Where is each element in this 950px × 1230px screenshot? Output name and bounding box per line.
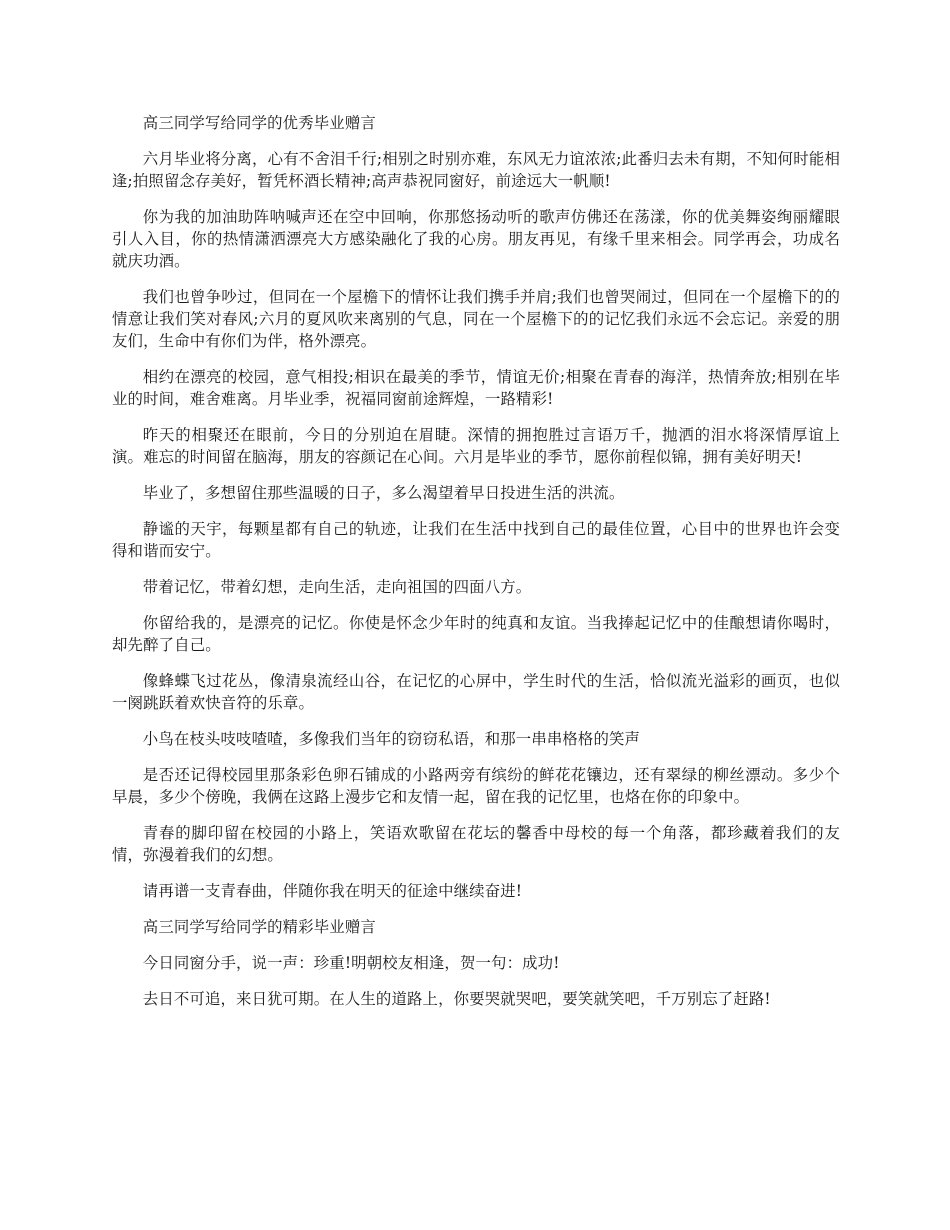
body-paragraph: 小鸟在枝头吱吱喳喳，多像我们当年的窃窃私语，和那一串串格格的笑声 <box>142 730 641 748</box>
body-paragraph: 我们也曾争吵过，但同在一个屋檐下的情怀让我们携手并肩;我们也曾哭闹过，但同在一个屋檐下的的情意让我们笑对春风;六月的夏风吹来离别的气息，同在一个屋檐下的的记忆我们永远不会忘记。亲爱的朋友们，生命中有你们为伴，格外漂亮。 <box>112 288 840 350</box>
body-paragraph: 你为我的加油助阵呐喊声还在空中回响，你那悠扬动听的歌声仿佛还在荡漾，你的优美舞姿绚丽耀眼引人入目，你的热情潇洒漂亮大方感染融化了我的心房。朋友再见，有缘千里来相会。同学再会，功成名就庆功酒。 <box>112 208 840 270</box>
body-paragraph: 毕业了，多想留住那些温暖的日子，多么渴望着早日投进生活的洪流。 <box>142 484 625 502</box>
body-paragraph: 今日同窗分手，说一声：珍重!明朝校友相逢，贺一句：成功! <box>142 954 560 972</box>
body-paragraph: 带着记忆，带着幻想，走向生活，走向祖国的四面八方。 <box>142 578 532 596</box>
body-paragraph: 是否还记得校园里那条彩色卵石铺成的小路两旁有缤纷的鲜花花镶边，还有翠绿的柳丝漂动。多少个早晨，多少个傍晚，我俩在这路上漫步它和友情一起，留在我的记忆里，也烙在你的印象中。 <box>112 766 840 806</box>
body-paragraph: 请再谱一支青春曲，伴随你我在明天的征途中继续奋进! <box>142 882 523 900</box>
body-paragraph: 相约在漂亮的校园，意气相投;相识在最美的季节，情谊无价;相聚在青春的海洋，热情奔放;相别在毕业的时间，难舍难离。月毕业季，祝福同窗前途辉煌，一路精彩! <box>112 368 840 408</box>
body-paragraph: 青春的脚印留在校园的小路上，笑语欢歌留在花坛的馨香中母校的每一个角落，都珍藏着我们的友情，弥漫着我们的幻想。 <box>112 824 840 864</box>
body-paragraph: 你留给我的，是漂亮的记忆。你使是怀念少年时的纯真和友谊。当我捧起记忆中的佳酿想请你喝时，却先醉了自己。 <box>112 614 840 654</box>
body-paragraph: 昨天的相聚还在眼前，今日的分别迫在眉睫。深情的拥抱胜过言语万千，抛洒的泪水将深情厚谊上演。难忘的时间留在脑海，朋友的容颜记在心间。六月是毕业的季节，愿你前程似锦，拥有美好明天! <box>112 426 840 466</box>
section-heading: 高三同学写给同学的精彩毕业赠言 <box>142 918 376 936</box>
document-page <box>112 112 840 1024</box>
section-heading: 高三同学写给同学的优秀毕业赠言 <box>142 114 376 132</box>
body-paragraph: 像蜂蝶飞过花丛，像清泉流经山谷，在记忆的心屏中，学生时代的生活，恰似流光溢彩的画页，也似一阕跳跃着欢快音符的乐章。 <box>112 672 840 712</box>
body-paragraph: 六月毕业将分离，心有不舍泪千行;相别之时别亦难，东风无力谊浓浓;此番归去未有期，不知何时能相逢;拍照留念存美好，暂凭杯酒长精神;高声恭祝同窗好，前途远大一帆顺! <box>112 150 840 190</box>
body-paragraph: 静谧的天宇，每颗星都有自己的轨迹，让我们在生活中找到自己的最佳位置，心目中的世界也许会变得和谐而安宁。 <box>112 520 840 560</box>
body-paragraph: 去日不可追，来日犹可期。在人生的道路上，你要哭就哭吧，要笑就笑吧，千万别忘了赶路! <box>142 990 771 1008</box>
